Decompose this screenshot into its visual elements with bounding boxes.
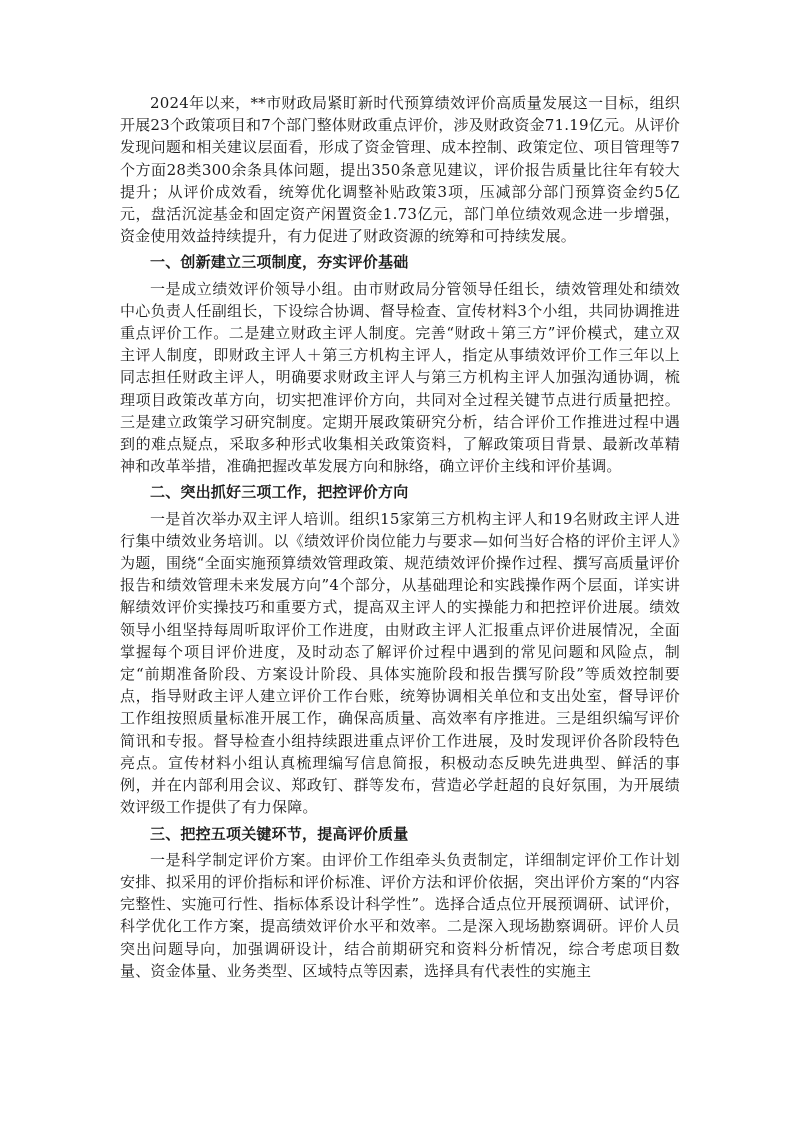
- section-2-heading: 二、突出抓好三项工作，把控评价方向: [150, 483, 409, 502]
- section-1-body: 一是成立绩效评价领导小组。由市财政局分管领导任组长，绩效管理处和绩效中心负责人任副组长，下设综合协调、督导检查、宣传材料3个小组，共同协调推进重点评价工作。二是建立财政主评人制度。完善“财政＋第三方”评价模式，建立双主评人制度，即财政主评人＋第三方机构主评人，指定从事绩效评价工作三年以上同志担任财政主评人，明确要求财政主评人与第三方机构主评人加强沟通协调，梳理项目政策改革方向，切实把准评价方向，共同对全过程关键节点进行质量把控。三是建立政策学习研究制度。定期开展政策研究分析，结合评价工作推进过程中遇到的难点疑点，采取多种形式收集相关政策资料，了解政策项目背景、最新改革精神和改革举措，准确把握改革发展方向和脉络，确立评价主线和评价基调。: [120, 279, 680, 476]
- section-3-body: 一是科学制定评价方案。由评价工作组牵头负责制定，详细制定评价工作计划安排、拟采用的评价指标和评价标准、评价方法和评价依据，突出评价方案的“内容完整性、实施可行性、指标体系设计科学性”。选择合适点位开展预调研、试评价，科学优化工作方案，提高绩效评价水平和效率。二是深入现场勘察调研。评价人员突出问题导向，加强调研设计，结合前期研究和资料分析情况，综合考虑项目数量、资金体量、业务类型、区域特点等因素，选择具有代表性的实施主: [120, 850, 680, 980]
- section-3-heading: 三、把控五项关键环节，提高评价质量: [150, 824, 409, 843]
- section-1-heading: 一、创新建立三项制度，夯实评价基础: [150, 253, 409, 272]
- section-2-body: 一是首次举办双主评人培训。组织15家第三方机构主评人和19名财政主评人进行集中绩效业务培训。以《绩效评价岗位能力与要求—如何当好合格的评价主评人》为题，围绕“全面实施预算绩效管理政策、规范绩效评价操作过程、撰写高质量评价报告和绩效管理未来发展方向”4个部分，从基础理论和实践操作两个层面，详实讲解绩效评价实操技巧和重要方式，提高双主评人的实操能力和把控评价进展。绩效领导小组坚持每周听取评价工作进度，由财政主评人汇报重点评价进展情况，全面掌握每个项目评价进度，及时动态了解评价过程中遇到的常见问题和风险点，制定“前期准备阶段、方案设计阶段、具体实施阶段和报告撰写阶段”等质效控制要点，指导财政主评人建立评价工作台账，统筹协调相关单位和支出处室，督导评价工作组按照质量标准开展工作，确保高质量、高效率有序推进。三是组织编写评价简讯和专报。督导检查小组持续跟进重点评价工作进展，及时发现评价各阶段特色亮点。宣传材料小组认真梳理编写信息简报，积极动态反映先进典型、鲜活的事例，并在内部利用会议、郑政钉、群等发布，营造必学赶超的良好氛围，为开展绩效评级工作提供了有力保障。: [120, 509, 680, 817]
- document-page: [120, 92, 680, 982]
- intro-paragraph: 2024年以来，**市财政局紧盯新时代预算绩效评价高质量发展这一目标，组织开展23个政策项目和7个部门整体财政重点评价，涉及财政资金71.19亿元。从评价发现问题和相关建议层面看，形成了资金管理、成本控制、政策定位、项目管理等7个方面28类300余条具体问题，提出350条意见建议，评价报告质量比往年有较大提升；从评价成效看，统筹优化调整补贴政策3项，压减部分部门预算资金约5亿元，盘活沉淀基金和固定资产闲置资金1.73亿元，部门单位绩效观念进一步增强，资金使用效益持续提升，有力促进了财政资源的统筹和可持续发展。: [120, 94, 680, 246]
